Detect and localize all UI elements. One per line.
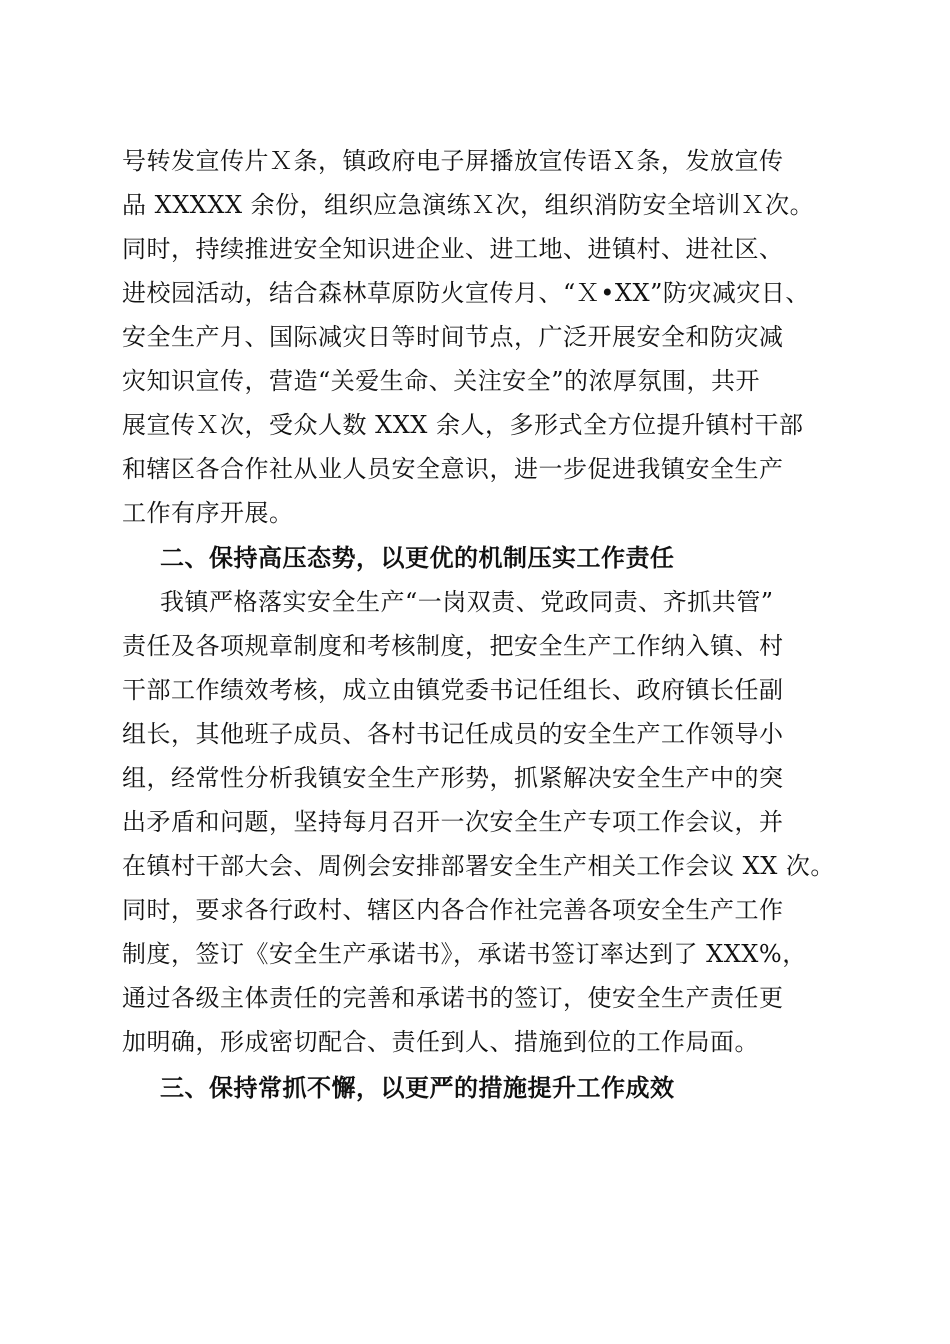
paragraph-line: 组，经常性分析我镇安全生产形势，抓紧解决安全生产中的突: [122, 764, 784, 792]
section-heading: 二、保持高压态势，以更优的机制压实工作责任: [160, 544, 675, 572]
paragraph-line: 在镇村干部大会、周例会安排部署安全生产相关工作会议 XX 次。: [122, 852, 835, 880]
paragraph-line: 出矛盾和问题，坚持每月召开一次安全生产专项工作会议，并: [122, 808, 784, 836]
paragraph-line: 灾知识宣传，营造“关爱生命、关注安全”的浓厚氛围，共开: [122, 367, 761, 395]
paragraph-line: 进校园活动，结合森林草原防火宣传月、“Ｘ•XX”防灾减灾日、: [122, 279, 810, 307]
paragraph-line: 号转发宣传片Ｘ条，镇政府电子屏播放宣传语Ｘ条，发放宣传: [122, 147, 784, 175]
paragraph-line: 安全生产月、国际减灾日等时间节点，广泛开展安全和防灾减: [122, 323, 784, 351]
paragraph-line: 通过各级主体责任的完善和承诺书的签订，使安全生产责任更: [122, 984, 784, 1012]
section-heading: 三、保持常抓不懈，以更严的措施提升工作成效: [160, 1074, 675, 1102]
paragraph-line: 责任及各项规章制度和考核制度，把安全生产工作纳入镇、村: [122, 632, 784, 660]
paragraph-line: 工作有序开展。: [122, 499, 294, 527]
paragraph-line: 加明确，形成密切配合、责任到人、措施到位的工作局面。: [122, 1028, 759, 1056]
paragraph-line: 同时，持续推进安全知识进企业、进工地、进镇村、进社区、: [122, 235, 784, 263]
paragraph-line: 组长，其他班子成员、各村书记任成员的安全生产工作领导小: [122, 720, 784, 748]
paragraph-line: 同时，要求各行政村、辖区内各合作社完善各项安全生产工作: [122, 896, 784, 924]
paragraph-line: 展宣传Ｘ次，受众人数 XXX 余人，多形式全方位提升镇村干部: [122, 411, 804, 439]
paragraph-line: 品 XXXXX 余份，组织应急演练Ｘ次，组织消防安全培训Ｘ次。: [122, 191, 815, 219]
paragraph-line: 制度，签订《安全生产承诺书》，承诺书签订率达到了 XXX%，: [122, 940, 807, 968]
paragraph-line: 我镇严格落实安全生产“一岗双责、党政同责、齐抓共管”: [160, 588, 774, 616]
paragraph-line: 干部工作绩效考核，成立由镇党委书记任组长、政府镇长任副: [122, 676, 784, 704]
paragraph-line: 和辖区各合作社从业人员安全意识，进一步促进我镇安全生产: [122, 455, 784, 483]
